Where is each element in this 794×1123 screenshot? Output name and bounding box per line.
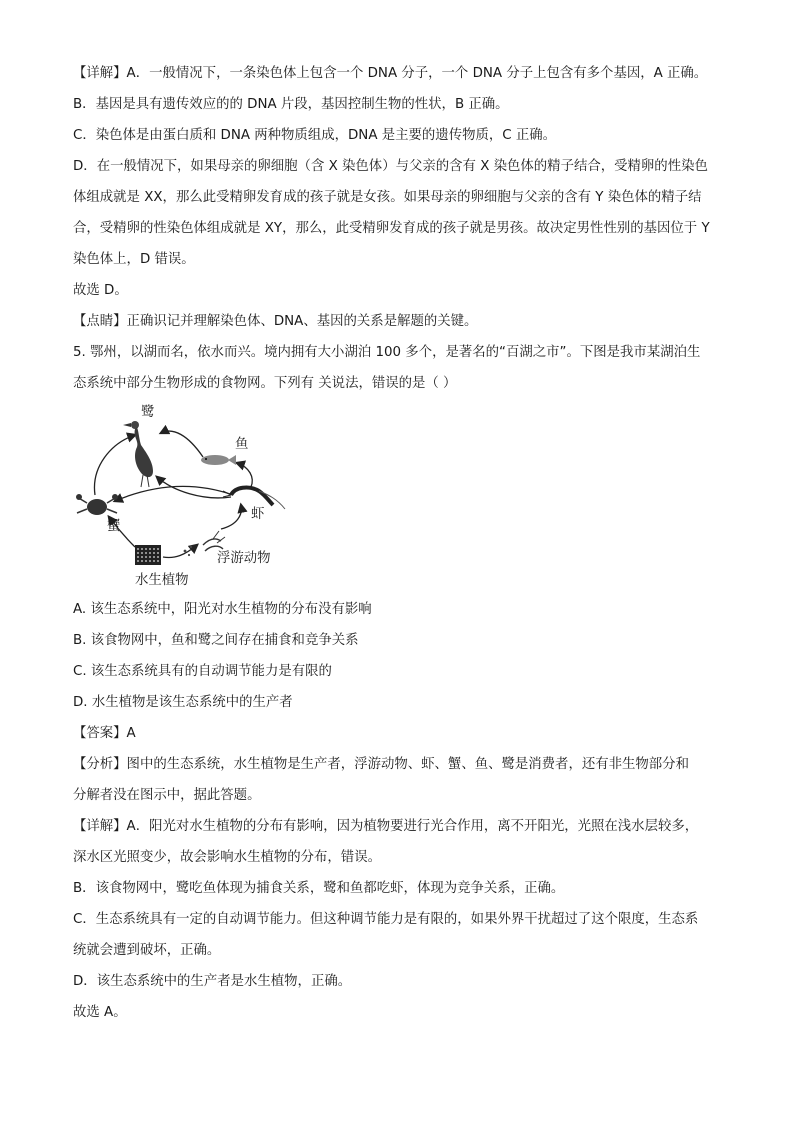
q5-option-c: C. 该生态系统具有的自动调节能力是有限的 bbox=[73, 664, 332, 679]
q4-detail-d-line3: 合，受精卵的性染色体组成就是 XY，那么，此受精卵发育成的孩子就是男孩。故决定男性性别的基因位于 Y bbox=[73, 221, 710, 236]
q5-option-d: D. 水生植物是该生态系统中的生产者 bbox=[73, 695, 293, 710]
q5-detail-a-line2: 深水区光照变少，故会影响水生植物的分布，错误。 bbox=[73, 850, 381, 865]
label-fish: 鱼 bbox=[235, 437, 249, 452]
q4-detail-b: B．基因是具有遗传效应的的 DNA 片段，基因控制生物的性状，B 正确。 bbox=[73, 97, 509, 112]
q4-detail-c: C．染色体是由蛋白质和 DNA 两种物质组成，DNA 是主要的遗传物质，C 正确。 bbox=[73, 128, 557, 143]
document-page bbox=[73, 58, 723, 1028]
label-crab: 蟹 bbox=[107, 519, 121, 534]
q5-detail-d: D．该生态系统中的生产者是水生植物，正确。 bbox=[73, 974, 352, 989]
q4-detail-a: 【详解】A．一般情况下，一条染色体上包含一个 DNA 分子，一个 DNA 分子上包含有多个基因，A 正确。 bbox=[73, 66, 708, 81]
arrow-zooplankton-to-shrimp bbox=[221, 505, 241, 529]
arrow-shrimp-to-fish bbox=[237, 463, 252, 487]
fish-icon bbox=[201, 455, 236, 465]
q5-option-a: A. 该生态系统中，阳光对水生植物的分布没有影响 bbox=[73, 602, 372, 617]
arrow-fish-to-heron bbox=[161, 431, 203, 457]
arrow-crab-to-heron bbox=[94, 435, 135, 495]
label-shrimp: 虾 bbox=[251, 507, 265, 522]
q5-stem-line1: 5. 鄂州，以湖而名，依水而兴。境内拥有大小湖泊 100 多个，是著名的“百湖之市”。下图是我市某湖泊生 bbox=[73, 345, 701, 360]
aquatic-plants-icon bbox=[135, 545, 161, 565]
q4-choice: 故选 D。 bbox=[73, 283, 128, 298]
shrimp-icon bbox=[223, 488, 285, 509]
q5-option-b: B. 该食物网中，鱼和鹭之间存在捕食和竞争关系 bbox=[73, 633, 359, 648]
q5-choice: 故选 A。 bbox=[73, 1005, 127, 1020]
q5-analysis-line1: 【分析】图中的生态系统，水生植物是生产者，浮游动物、虾、蟹、鱼、鹭是消费者，还有非生物部分和 bbox=[73, 757, 689, 772]
food-web-diagram bbox=[73, 405, 303, 591]
q4-detail-d-line4: 染色体上，D 错误。 bbox=[73, 252, 195, 267]
q5-detail-b: B．该食物网中，鹭吃鱼体现为捕食关系，鹭和鱼都吃虾，体现为竞争关系，正确。 bbox=[73, 881, 565, 896]
q4-comment: 【点睛】正确识记并理解染色体、DNA、基因的关系是解题的关键。 bbox=[73, 314, 478, 329]
heron-icon bbox=[123, 421, 153, 487]
label-heron: 鹭 bbox=[141, 405, 155, 420]
q4-detail-d-line1: D．在一般情况下，如果母亲的卵细胞（含 X 染色体）与父亲的含有 X 染色体的精子结合，受精卵的性染色 bbox=[73, 159, 708, 174]
q5-detail-c-line1: C．生态系统具有一定的自动调节能力。但这种调节能力是有限的，如果外界干扰超过了这个限度，生态系 bbox=[73, 912, 699, 927]
q5-answer: 【答案】A bbox=[73, 726, 136, 741]
q5-detail-c-line2: 统就会遭到破坏，正确。 bbox=[73, 943, 221, 958]
q5-stem-line2: 态系统中部分生物形成的食物网。下列有 关说法，错误的是（ ） bbox=[73, 376, 457, 391]
q4-detail-d-line2: 体组成就是 XX，那么此受精卵发育成的孩子就是女孩。如果母亲的卵细胞与父亲的含有 Y 染色体的精子结 bbox=[73, 190, 702, 205]
label-aquatic-plants: 水生植物 bbox=[135, 573, 189, 588]
q5-detail-a-line1: 【详解】A．阳光对水生植物的分布有影响，因为植物要进行光合作用，离不开阳光，光照在浅水层较多， bbox=[73, 819, 699, 834]
q5-analysis-line2: 分解者没在图示中，据此答题。 bbox=[73, 788, 261, 803]
crab-icon bbox=[76, 494, 118, 515]
label-zooplankton: 浮游动物 bbox=[217, 551, 271, 566]
